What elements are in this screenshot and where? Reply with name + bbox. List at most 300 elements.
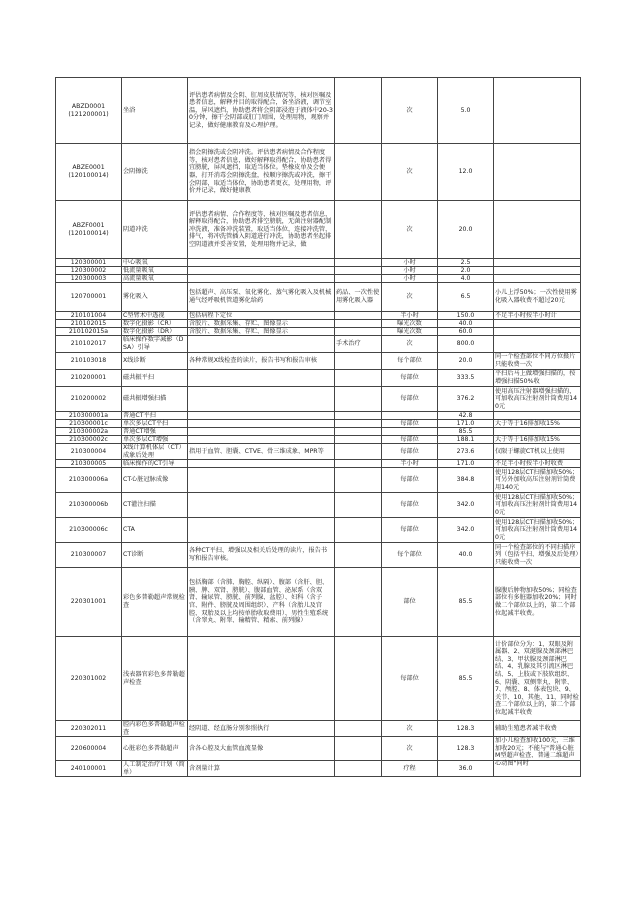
price-value-cell (438, 543, 494, 568)
pricing-unit-cell (382, 201, 438, 259)
remark-cell (494, 144, 581, 201)
item-code-cell (56, 761, 122, 777)
item-content-cell (188, 283, 335, 312)
pricing-unit: 次 (406, 744, 413, 752)
item-name-cell (122, 444, 188, 460)
pricing-unit: 次 (406, 340, 413, 348)
pricing-unit-cell (382, 78, 438, 144)
remark: 同一个检查部位的不同扫描序列（包括平扫、增强及后处理）只能收费一次 (495, 543, 579, 566)
item-name: 普通CT平扫 (123, 412, 156, 419)
item-name: 低流量吸氧 (123, 267, 154, 274)
item-content-cell (188, 387, 335, 412)
price-value: 4.0 (460, 275, 471, 282)
excluded-items-cell (335, 420, 382, 428)
price-value: 85.5 (458, 674, 473, 682)
excluded-items-cell (335, 267, 382, 275)
item-code-cell (56, 320, 122, 328)
item-code-cell (56, 267, 122, 275)
price-value: 342.0 (456, 501, 475, 509)
item-code: 240100001 (70, 764, 107, 772)
price-value: 42.8 (458, 412, 473, 419)
remark-cell (494, 387, 581, 412)
item-code-cell (56, 78, 122, 144)
item-name-cell (122, 761, 188, 777)
price-value: 150.0 (456, 312, 475, 319)
item-code: 210300002c (69, 436, 108, 443)
excluded-items-cell (335, 387, 382, 412)
price-value: 20.0 (458, 225, 473, 233)
price-value-cell (438, 568, 494, 637)
item-name-cell (122, 78, 188, 144)
item-name-cell (122, 328, 188, 336)
excluded-items-cell (335, 493, 382, 518)
table-row (56, 543, 581, 568)
price-value-cell (438, 460, 494, 468)
item-code: 210101004 (70, 312, 107, 319)
price-value-cell (438, 436, 494, 444)
remark: 不足半小时按半小时计 (495, 312, 557, 319)
item-code-cell (56, 568, 122, 637)
excluded-items-cell (335, 568, 382, 637)
price-value-cell (438, 468, 494, 493)
pricing-unit: 次 (406, 225, 413, 233)
item-content-cell (188, 370, 335, 387)
excluded-items: 药品、一次性使用雾化吸入器 (336, 289, 380, 304)
price-value: 40.0 (458, 551, 473, 559)
item-name: CT灌注扫描 (123, 501, 156, 509)
price-value-cell (438, 761, 494, 777)
item-content: 包括胸部（含肺、胸腔、纵隔）、腹部（含肝、胆、胰、脾、双肾、膀胱）、腹部血管、泌尿系（含双肾、输尿管、膀胱、前列腺、盆腔）、妇科（含子宫、附件、膀胱及周围组织）、产科（含胎儿及宫腔、双胎及以上均按单胎收取费用）、男性生殖系统（含睾丸、附睾、输精管、精索、前列腺） (189, 579, 329, 625)
price-value-cell (438, 387, 494, 412)
price-value: 171.0 (456, 420, 475, 427)
price-value-cell (438, 336, 494, 353)
item-content-cell (188, 428, 335, 436)
remark: 小儿上浮50%；一次性使用雾化吸入器收费不超过20元 (495, 289, 577, 304)
item-code-cell (56, 444, 122, 460)
item-code-cell (56, 436, 122, 444)
item-name: 腔内彩色多普勒超声检查 (123, 721, 185, 736)
item-name-cell (122, 637, 188, 721)
item-name-cell (122, 428, 188, 436)
item-name: 单次多层CT平扫 (123, 420, 169, 427)
item-name-cell (122, 283, 188, 312)
excluded-items-cell (335, 428, 382, 436)
item-content-cell (188, 259, 335, 267)
item-code: 210200001 (70, 374, 107, 382)
item-name: 单次多层CT增强 (123, 436, 169, 443)
item-content-cell (188, 420, 335, 428)
pricing-unit-cell (382, 568, 438, 637)
item-name: 阴道冲洗 (123, 225, 148, 233)
price-value: 128.3 (456, 744, 475, 752)
item-name: CTA (123, 526, 135, 534)
excluded-items-cell (335, 436, 382, 444)
remark-cell (494, 201, 581, 259)
pricing-unit: 每部位 (400, 420, 419, 427)
item-content: 经阴道、经直肠分别参照执行 (189, 724, 270, 732)
table-row (56, 259, 581, 267)
item-name: 数字化摄影（CR） (123, 320, 175, 327)
item-content-cell (188, 412, 335, 420)
price-value: 36.0 (458, 764, 473, 772)
item-code: 220302011 (70, 724, 107, 732)
excluded-items-cell (335, 353, 382, 370)
item-code-cell (56, 518, 122, 543)
item-code-cell (56, 312, 122, 320)
item-code: 210300002a (68, 428, 109, 435)
pricing-unit: 每个部位 (397, 551, 422, 559)
item-name-cell (122, 144, 188, 201)
excluded-items-cell (335, 637, 382, 721)
item-name: 磁共振增强扫描 (123, 395, 167, 403)
item-code: 120300003 (70, 275, 107, 282)
excluded-items-cell (335, 444, 382, 460)
item-name: X线诊断 (123, 357, 146, 365)
remark: 使用128层CT扫描加收50%；可另外加收高压注射剂针筒费用140元 (495, 468, 579, 491)
price-value: 6.5 (460, 293, 471, 301)
table-row (56, 518, 581, 543)
price-value-cell (438, 312, 494, 320)
item-content-cell (188, 436, 335, 444)
remark: 使用128层CT扫描加收50%；可加收高压注射剂针筒费用140元 (495, 493, 579, 516)
pricing-unit: 每部位 (400, 526, 419, 534)
item-code-cell (56, 259, 122, 267)
table-row (56, 721, 581, 737)
pricing-unit: 每部位 (400, 395, 419, 403)
pricing-unit: 每部位 (400, 674, 419, 682)
remark: 同一个检查部位不同方位摄片只能收费一次 (495, 353, 576, 368)
item-content-cell (188, 468, 335, 493)
pricing-unit-cell (382, 370, 438, 387)
item-name-cell (122, 267, 188, 275)
price-value: 2.5 (460, 259, 471, 266)
item-code: 210300001c (69, 420, 108, 427)
item-code: 210102015a (68, 328, 109, 335)
item-name: 会阴擦洗 (123, 168, 148, 176)
pricing-unit-cell (382, 320, 438, 328)
pricing-unit-cell (382, 468, 438, 493)
pricing-unit: 每部位 (400, 476, 419, 484)
item-code: 120300002 (70, 267, 107, 274)
pricing-unit-cell (382, 721, 438, 737)
remark-cell (494, 444, 581, 460)
item-name-cell (122, 721, 188, 737)
table-row (56, 428, 581, 436)
item-code-cell (56, 460, 122, 468)
remark-cell (494, 312, 581, 320)
table-row (56, 370, 581, 387)
pricing-unit-cell (382, 428, 438, 436)
table-row (56, 144, 581, 201)
price-value-cell (438, 737, 494, 761)
item-content: 含胶片、数据采集、存贮、图像显示 (189, 328, 288, 335)
price-value-cell (438, 353, 494, 370)
pricing-unit-cell (382, 387, 438, 412)
item-code: 210200002 (70, 395, 107, 403)
price-value: 384.8 (456, 476, 475, 484)
price-value: 2.0 (460, 267, 471, 274)
item-name: CT诊断 (123, 551, 144, 559)
item-code: 210300006c (69, 526, 108, 534)
remark-cell (494, 353, 581, 370)
item-code: 210300005 (70, 460, 107, 467)
item-code: 220600004 (70, 744, 107, 752)
item-content: 含剂量计算 (189, 764, 220, 772)
excluded-items: 手术治疗 (336, 340, 361, 348)
item-content-cell (188, 493, 335, 518)
pricing-unit: 小时 (403, 259, 416, 266)
item-name-cell (122, 460, 188, 468)
item-content: 指用于血管、胆囊、CTVE、骨三维成象、MPR等 (189, 447, 324, 455)
item-content-cell (188, 543, 335, 568)
table-row (56, 387, 581, 412)
item-code: 210300006b (68, 501, 109, 509)
item-code: ABZF0001 (120100014) (68, 221, 109, 237)
item-code-cell (56, 387, 122, 412)
price-value-cell (438, 78, 494, 144)
item-name-cell (122, 436, 188, 444)
price-value-cell (438, 412, 494, 420)
pricing-unit-cell (382, 518, 438, 543)
item-name-cell (122, 201, 188, 259)
remark: 使用128层CT扫描加收50%；可加收高压注射剂针筒费用140元 (495, 518, 579, 541)
item-content: 包括病程下定位 (189, 312, 233, 319)
remark-cell (494, 267, 581, 275)
remark-cell (494, 721, 581, 737)
item-code: 210103018 (70, 357, 107, 365)
price-value-cell (438, 283, 494, 312)
remark: 辅助生殖患者减半收费 (495, 724, 557, 732)
price-value-cell (438, 201, 494, 259)
table-row (56, 444, 581, 460)
excluded-items-cell (335, 328, 382, 336)
remark-cell (494, 468, 581, 493)
table-row (56, 460, 581, 468)
remark: 大于等于16排加收15% (495, 436, 560, 443)
price-value-cell (438, 493, 494, 518)
item-content-cell (188, 444, 335, 460)
item-name: 人工制定治疗计划（简单） (123, 761, 185, 776)
price-value: 85.5 (458, 598, 473, 606)
item-name-cell (122, 737, 188, 761)
remark-cell (494, 637, 581, 721)
item-content-cell (188, 201, 335, 259)
remark: 平扫后马上做增强扫描的，按增强扫描50%收 (495, 370, 576, 385)
price-value: 5.0 (460, 106, 471, 114)
item-code: 220301002 (70, 674, 107, 682)
excluded-items-cell (335, 201, 382, 259)
item-code: 210102015 (70, 320, 107, 327)
item-content: 各种常规X线检查的读片，报告书写和报告审核 (189, 357, 317, 365)
price-value: 60.0 (458, 328, 473, 335)
item-code-cell (56, 353, 122, 370)
table-row (56, 328, 581, 336)
price-value: 188.1 (456, 436, 475, 443)
pricing-unit: 每部位 (400, 436, 419, 443)
item-name: 心脏彩色多普勒超声 (123, 744, 179, 752)
price-value-cell (438, 370, 494, 387)
excluded-items-cell (335, 761, 382, 777)
remark: 加小儿检查加收100元，三维加收20元；不能与"普通心脏M型超声检查、普通二维超声心动图"同时 (495, 737, 575, 767)
item-code: 210300007 (70, 551, 107, 559)
item-name: C型臂术中透视 (123, 312, 165, 319)
excluded-items-cell (335, 468, 382, 493)
remark-cell (494, 428, 581, 436)
table-row (56, 78, 581, 144)
item-content-cell (188, 460, 335, 468)
pricing-unit: 小时 (403, 275, 416, 282)
excluded-items-cell (335, 144, 382, 201)
price-value-cell (438, 267, 494, 275)
item-name-cell (122, 370, 188, 387)
item-content: 指会阴擦洗或会阴冲洗。评估患者病情及合作程度等，核对患者信息，做好解释取得配合，协助患者得宜膀胱，屏风遮挡，取适当体位。垫橡皮单及会便器，打开消毒会阴擦洗盘，按顺序擦洗或冲洗，擦干会阴部，取适当体位，协助患者更衣，处理用物，评价并记录，做好健康教 (189, 149, 332, 195)
price-value-cell (438, 420, 494, 428)
item-name: 坐浴 (123, 106, 136, 114)
item-content-cell (188, 312, 335, 320)
remark-cell (494, 336, 581, 353)
price-value-cell (438, 637, 494, 721)
remark-cell (494, 370, 581, 387)
item-code: 210102017 (70, 340, 107, 348)
item-name-cell (122, 387, 188, 412)
price-value: 128.3 (456, 724, 475, 732)
item-code-cell (56, 201, 122, 259)
price-value: 333.5 (456, 374, 475, 382)
table-row (56, 412, 581, 420)
item-content-cell (188, 761, 335, 777)
remark-cell (494, 275, 581, 283)
pricing-unit: 每部位 (400, 374, 419, 382)
pricing-unit-cell (382, 144, 438, 201)
item-content-cell (188, 275, 335, 283)
item-code-cell (56, 468, 122, 493)
price-value: 40.0 (458, 320, 473, 327)
remark-cell (494, 543, 581, 568)
excluded-items-cell (335, 78, 382, 144)
item-name: 高流量吸氧 (123, 275, 154, 282)
item-code-cell (56, 412, 122, 420)
pricing-unit: 部位 (403, 598, 416, 606)
pricing-unit-cell (382, 444, 438, 460)
pricing-unit: 每部位 (400, 447, 419, 455)
pricing-unit: 疗程 (403, 764, 416, 772)
item-code-cell (56, 721, 122, 737)
pricing-unit-cell (382, 493, 438, 518)
remark-cell (494, 420, 581, 428)
price-value: 20.0 (458, 357, 473, 365)
item-name: 中心吸氧 (123, 259, 148, 266)
item-content: 评估患者病情及会阴、肛周皮肤情况等，核对医嘱及患者信息，解释并目的取得配合，备坐浴液，调节室温，屏风遮挡，协助患者将会阴部浸泡于液体中20-30分钟，擦干会阴部或肛门周围，处理用物，观察并记录，做好健康教育及心理护理。 (189, 91, 333, 129)
item-name-cell (122, 518, 188, 543)
item-content: 含胶片、数据采集、存贮、图像显示 (189, 320, 288, 327)
item-name-cell (122, 468, 188, 493)
item-name-cell (122, 320, 188, 328)
table-row (56, 568, 581, 637)
table-row (56, 468, 581, 493)
item-content: 评估患者病情、合作程度等，核对医嘱及患者信息，解释取得配合，协助患者排空膀胱，无菌注射器配制冲洗液，准备冲洗装置，取适当体位，连接冲洗管，排气，将冲洗管插入阴道进行冲洗，协助患者坐起排空阴道液并妥善安置，处理用物并记录，做 (189, 210, 332, 248)
pricing-unit: 半小时 (400, 312, 419, 319)
table-row (56, 493, 581, 518)
item-content: 包括超声、高压泵、氧化雾化、蒸气雾化吸入及机械通气经呼吸机管道雾化给药 (189, 289, 332, 304)
remark-cell (494, 568, 581, 637)
excluded-items-cell (335, 412, 382, 420)
pricing-unit: 曝光次数 (397, 320, 422, 327)
excluded-items-cell (335, 460, 382, 468)
remark-cell (494, 460, 581, 468)
remark-cell (494, 283, 581, 312)
pricing-unit: 半小时 (400, 460, 419, 467)
pricing-unit-cell (382, 412, 438, 420)
pricing-unit: 次 (406, 293, 413, 301)
item-content-cell (188, 721, 335, 737)
excluded-items-cell (335, 737, 382, 761)
item-content-cell (188, 320, 335, 328)
table-row (56, 283, 581, 312)
item-name-cell (122, 336, 188, 353)
pricing-unit-cell (382, 259, 438, 267)
excluded-items-cell (335, 283, 382, 312)
item-code-cell (56, 493, 122, 518)
item-name-cell (122, 275, 188, 283)
item-content: 含各心腔及大血管血流显像 (189, 744, 264, 752)
pricing-unit-cell (382, 543, 438, 568)
remark: 腺腹后肿物加收50%；同检查部位有多脏器加收20%；同时做二个部位以上的，第二个部位起减半收费。 (495, 586, 577, 617)
price-value: 85.5 (458, 428, 473, 435)
item-content: 各种CT平扫、增强以及相关后处理的读片，报告书写和报告审核。 (189, 547, 328, 562)
item-code: 210300001a (68, 412, 109, 419)
price-value: 376.2 (456, 395, 475, 403)
price-table (55, 77, 581, 777)
item-content-cell (188, 637, 335, 721)
item-code-cell (56, 428, 122, 436)
table-row (56, 737, 581, 761)
pricing-unit-cell (382, 637, 438, 721)
item-name: 普通CT增强 (123, 428, 156, 435)
remark-cell (494, 328, 581, 336)
pricing-unit-cell (382, 275, 438, 283)
remark: 大于等于16排加收15% (495, 420, 560, 427)
item-name-cell (122, 259, 188, 267)
item-name: X线计算机体层（CT）成象后处理 (123, 444, 185, 459)
item-name-cell (122, 312, 188, 320)
table-row (56, 420, 581, 428)
price-value-cell (438, 328, 494, 336)
table-row (56, 353, 581, 370)
remark-cell (494, 518, 581, 543)
table-row (56, 436, 581, 444)
item-code: 220301001 (70, 598, 107, 606)
table-row (56, 320, 581, 328)
excluded-items-cell (335, 518, 382, 543)
remark-cell (494, 493, 581, 518)
item-code-cell (56, 283, 122, 312)
price-value: 273.6 (456, 447, 475, 455)
price-value-cell (438, 428, 494, 436)
item-code-cell (56, 543, 122, 568)
price-value: 800.0 (456, 340, 475, 348)
excluded-items-cell (335, 312, 382, 320)
pricing-unit: 每部位 (400, 501, 419, 509)
table-row (56, 637, 581, 721)
excluded-items-cell (335, 259, 382, 267)
item-code-cell (56, 328, 122, 336)
price-value-cell (438, 320, 494, 328)
price-value-cell (438, 144, 494, 201)
table-row (56, 312, 581, 320)
price-value-cell (438, 721, 494, 737)
remark-cell (494, 412, 581, 420)
item-name: 浅表器官彩色多普勒超声检查 (123, 670, 185, 686)
